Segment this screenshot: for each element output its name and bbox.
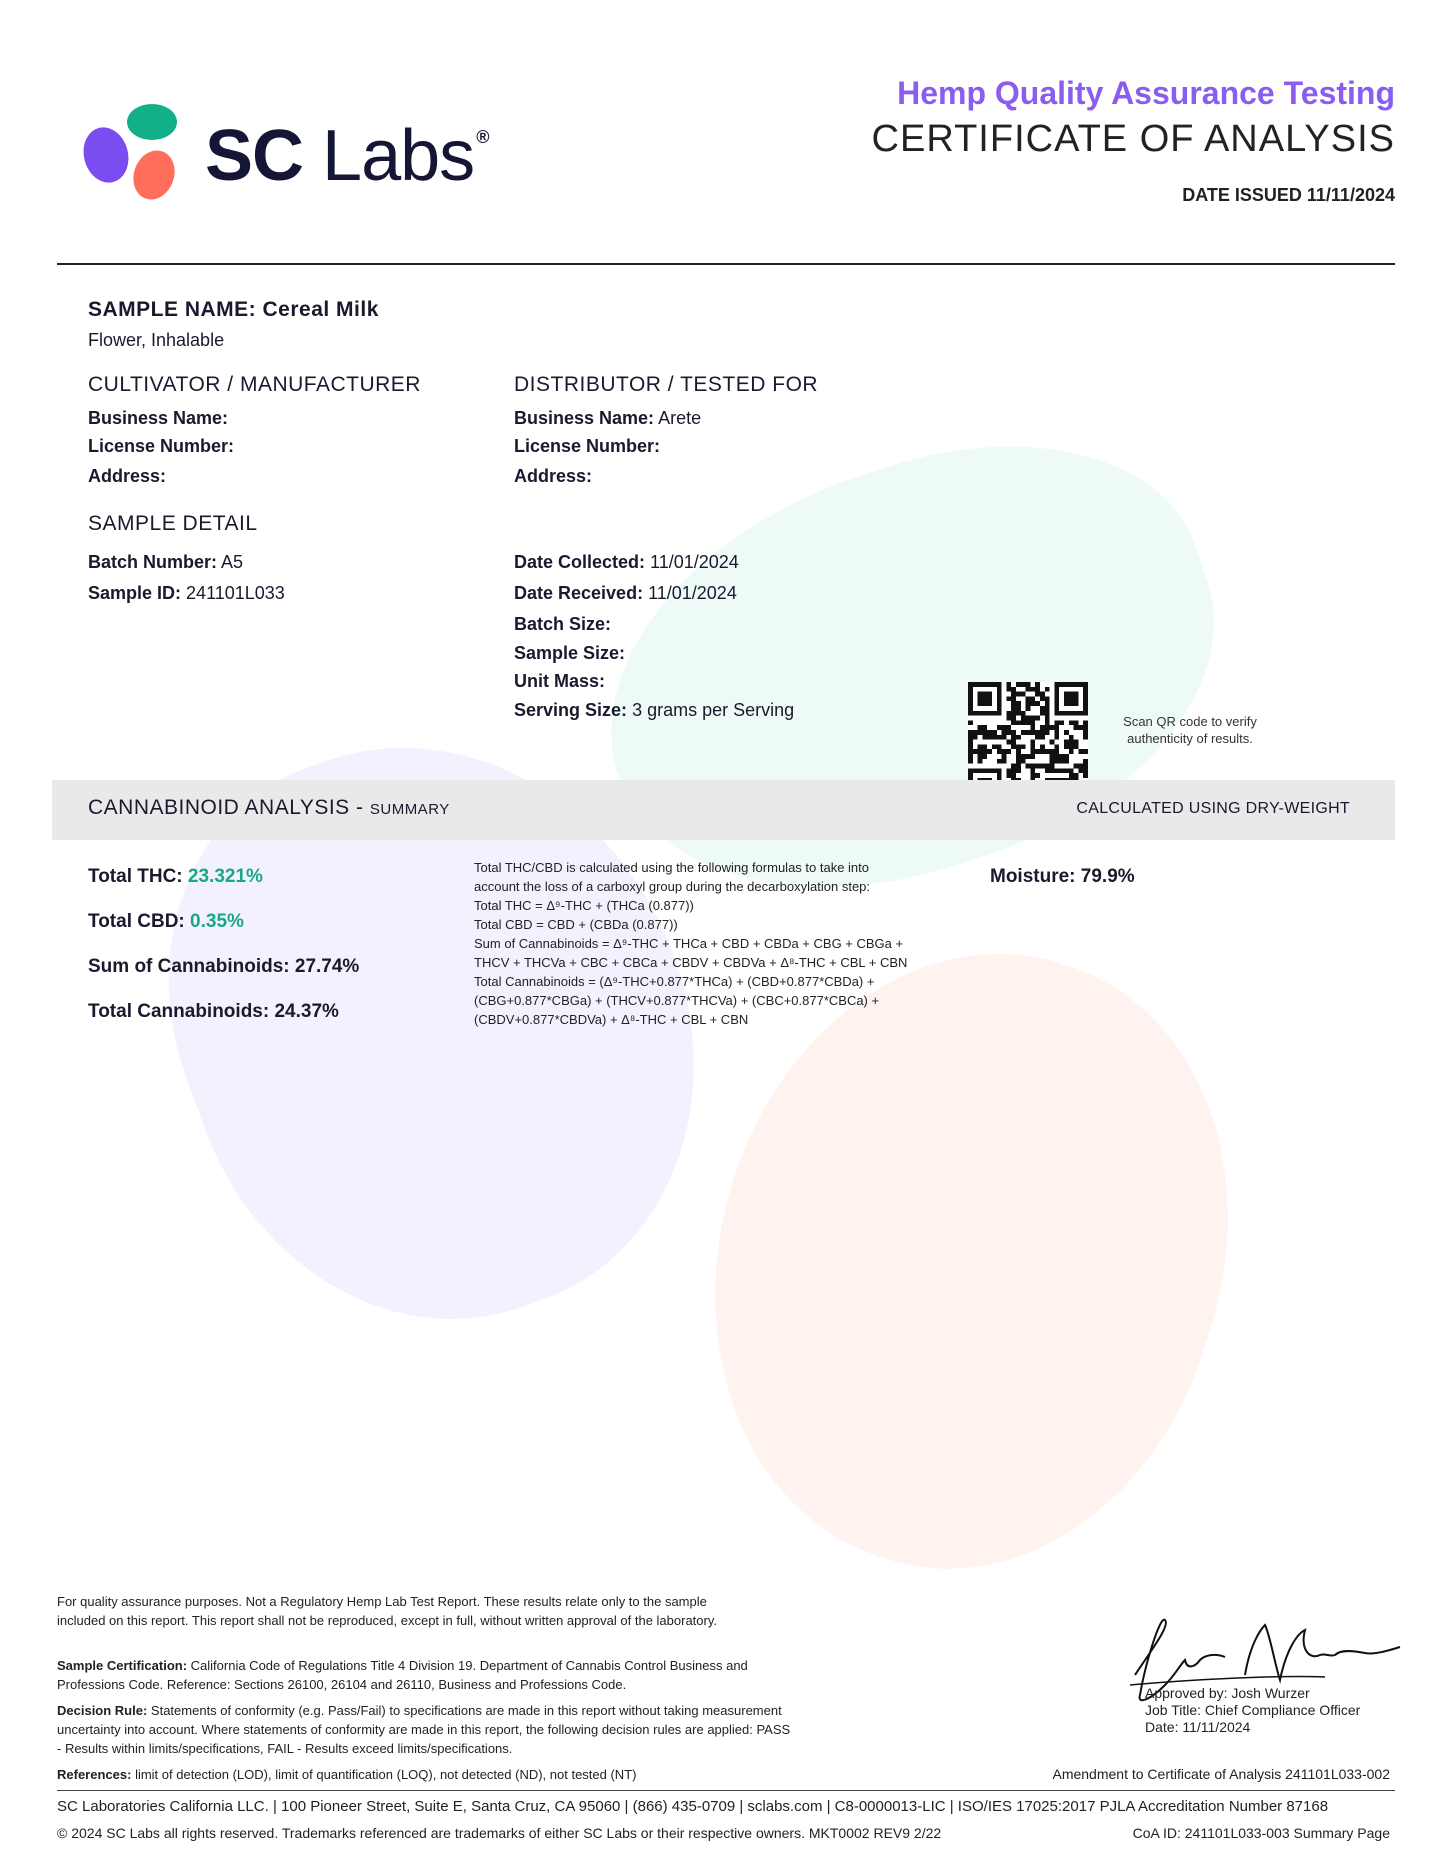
coa-id: CoA ID: 241101L033-003 Summary Page bbox=[1132, 1825, 1390, 1841]
footer-divider bbox=[57, 1790, 1395, 1791]
sample-name bbox=[88, 298, 379, 322]
total-thc-value: 23.321% bbox=[187, 866, 263, 887]
serving-size-value: 3 grams per Serving bbox=[632, 700, 795, 720]
summary-title-small: SUMMARY bbox=[369, 801, 450, 818]
formula-line: (CBDV+0.877*CBDVa) + Δ⁸-THC + CBL + CBN bbox=[474, 1012, 749, 1027]
date-collected bbox=[514, 552, 739, 573]
total-cbd-value: 0.35% bbox=[190, 911, 244, 932]
approval-date: Date: 11/11/2024 bbox=[1145, 1719, 1251, 1735]
serving-size-label: Serving Size: bbox=[514, 700, 628, 720]
total-cbd-label: Total CBD: bbox=[88, 911, 185, 932]
moisture-value: 79.9% bbox=[1080, 866, 1135, 887]
batch-number bbox=[88, 552, 243, 573]
cultivator-address-label: Address: bbox=[88, 466, 167, 486]
company-info: SC Laboratories California LLC. | 100 Pioneer Street, Suite E, Santa Cruz, CA 95060 | (866) 435-0709 | sclabs.com | C8-0000013-LIC | ISO/IES 17025:2017 PJLA Accreditation Number 87168 bbox=[57, 1798, 1329, 1815]
references-label: References: bbox=[57, 1767, 132, 1782]
total-cannabinoids-label: Total Cannabinoids: bbox=[88, 1001, 270, 1022]
distributor-business bbox=[514, 408, 701, 429]
certification-text: California Code of Regulations Title 4 Division 19. Department of Cannabis Control Business and Professions Code. Reference: Sections 26100, 26104 and 26110, Business and Professions Code. bbox=[57, 1658, 748, 1692]
sample-size-label: Sample Size: bbox=[514, 643, 626, 663]
moisture bbox=[990, 866, 1135, 888]
brand-name-2: Labs bbox=[322, 116, 475, 196]
total-cannabinoids-value: 24.37% bbox=[274, 1001, 339, 1022]
distributor-heading: DISTRIBUTOR / TESTED FOR bbox=[514, 373, 819, 396]
brand-wordmark bbox=[205, 115, 489, 197]
decision-rule-label: Decision Rule: bbox=[57, 1703, 148, 1718]
job-title: Job Title: Chief Compliance Officer bbox=[1145, 1702, 1361, 1718]
decision-rule bbox=[57, 1701, 797, 1758]
dry-weight-note: CALCULATED USING DRY-WEIGHT bbox=[1076, 800, 1350, 817]
formula-line: (CBG+0.877*CBGa) + (THCV+0.877*THCVa) + (CBC+0.877*CBCa) + bbox=[474, 993, 880, 1008]
date-received-label: Date Received: bbox=[514, 583, 644, 603]
total-cannabinoids bbox=[88, 1001, 339, 1023]
distributor-address-label: Address: bbox=[514, 466, 593, 486]
total-thc-label: Total THC: bbox=[88, 866, 183, 887]
certification-label: Sample Certification: bbox=[57, 1658, 188, 1673]
serving-size bbox=[514, 700, 794, 721]
header-divider bbox=[57, 263, 1395, 265]
distributor-business-label: Business Name: bbox=[514, 408, 655, 428]
amendment-note: Amendment to Certificate of Analysis 241101L033-002 bbox=[1052, 1766, 1390, 1782]
approved-by: Approved by: Josh Wurzer bbox=[1145, 1685, 1310, 1701]
sum-cannabinoids-value: 27.74% bbox=[294, 956, 360, 977]
total-thc bbox=[88, 866, 263, 888]
date-received-value: 11/01/2024 bbox=[648, 583, 737, 603]
approval-block bbox=[1145, 1685, 1360, 1736]
sc-labs-logo-icon bbox=[82, 100, 192, 205]
distributor-business-value: Arete bbox=[658, 408, 702, 428]
formula-line: THCV + THCVa + CBC + CBCa + CBDV + CBDVa + Δ⁸-THC + CBL + CBN bbox=[474, 955, 908, 970]
date-issued: DATE ISSUED 11/11/2024 bbox=[1182, 185, 1395, 205]
qr-caption: Scan QR code to verify authenticity of results. bbox=[1123, 714, 1257, 746]
sum-cannabinoids-label: Sum of Cannabinoids: bbox=[88, 956, 290, 977]
batch-size-label: Batch Size: bbox=[514, 614, 612, 634]
sample-name-label: SAMPLE NAME: bbox=[88, 298, 257, 321]
sample-id-value: 241101L033 bbox=[186, 583, 285, 603]
formula-line: Total THC/CBD is calculated using the following formulas to take into bbox=[474, 860, 870, 875]
batch-number-label: Batch Number: bbox=[88, 552, 218, 572]
report-title: CERTIFICATE OF ANALYSIS bbox=[871, 118, 1395, 160]
sample-certification bbox=[57, 1656, 817, 1694]
references-text: limit of detection (LOD), limit of quantification (LOQ), not detected (ND), not tested (NT) bbox=[135, 1767, 637, 1782]
summary-title bbox=[88, 796, 450, 820]
sample-type: Flower, Inhalable bbox=[88, 330, 225, 350]
cultivator-business-label: Business Name: bbox=[88, 408, 229, 428]
sample-id-label: Sample ID: bbox=[88, 583, 182, 603]
moisture-label: Moisture: bbox=[990, 866, 1076, 887]
formula-line: Total CBD = CBD + (CBDa (0.877)) bbox=[474, 917, 678, 932]
distributor-license-label: License Number: bbox=[514, 436, 661, 456]
sample-id bbox=[88, 583, 285, 604]
registered-mark: ® bbox=[476, 127, 489, 147]
cultivator-heading: CULTIVATOR / MANUFACTURER bbox=[88, 373, 421, 396]
report-subtitle: Hemp Quality Assurance Testing bbox=[897, 75, 1395, 111]
total-cbd bbox=[88, 911, 244, 933]
sample-name-value: Cereal Milk bbox=[262, 298, 379, 321]
formula-line: Total THC = Δ⁹-THC + (THCa (0.877)) bbox=[474, 898, 694, 913]
sum-of-cannabinoids bbox=[88, 956, 359, 978]
copyright: © 2024 SC Labs all rights reserved. Trademarks referenced are trademarks of either SC Labs or their respective owners. MKT0002 REV9 2/22 bbox=[57, 1825, 942, 1841]
batch-number-value: A5 bbox=[221, 552, 244, 572]
brand-name: SC bbox=[205, 116, 304, 196]
decision-rule-text: Statements of conformity (e.g. Pass/Fail) to specifications are made in this report without taking measurement uncertainty into account. Where statements of conformity are made in this report, the following decision rules are applied: PASS - Results within limits/specifications, FAIL - Results exceed limits/specifications. bbox=[57, 1703, 791, 1756]
sample-detail-heading: SAMPLE DETAIL bbox=[88, 512, 258, 535]
formula-line: Total Cannabinoids = (Δ⁹-THC+0.877*THCa) + (CBD+0.877*CBDa) + bbox=[474, 974, 875, 989]
summary-title-main: CANNABINOID ANALYSIS - bbox=[88, 796, 364, 819]
formula-line: Sum of Cannabinoids = Δ⁹-THC + THCa + CBD + CBDa + CBG + CBGa + bbox=[474, 936, 904, 951]
unit-mass-label: Unit Mass: bbox=[514, 671, 606, 691]
disclaimer: For quality assurance purposes. Not a Regulatory Hemp Lab Test Report. These results relate only to the sample included on this report. This report shall not be reproduced, except in full, without written approval of the laboratory. bbox=[57, 1594, 717, 1628]
date-collected-value: 11/01/2024 bbox=[650, 552, 739, 572]
date-received bbox=[514, 583, 737, 604]
date-collected-label: Date Collected: bbox=[514, 552, 646, 572]
references bbox=[57, 1765, 817, 1784]
formula-line: account the loss of a carboxyl group during the decarboxylation step: bbox=[474, 879, 871, 894]
cultivator-license-label: License Number: bbox=[88, 436, 235, 456]
formula-block bbox=[474, 858, 964, 1029]
